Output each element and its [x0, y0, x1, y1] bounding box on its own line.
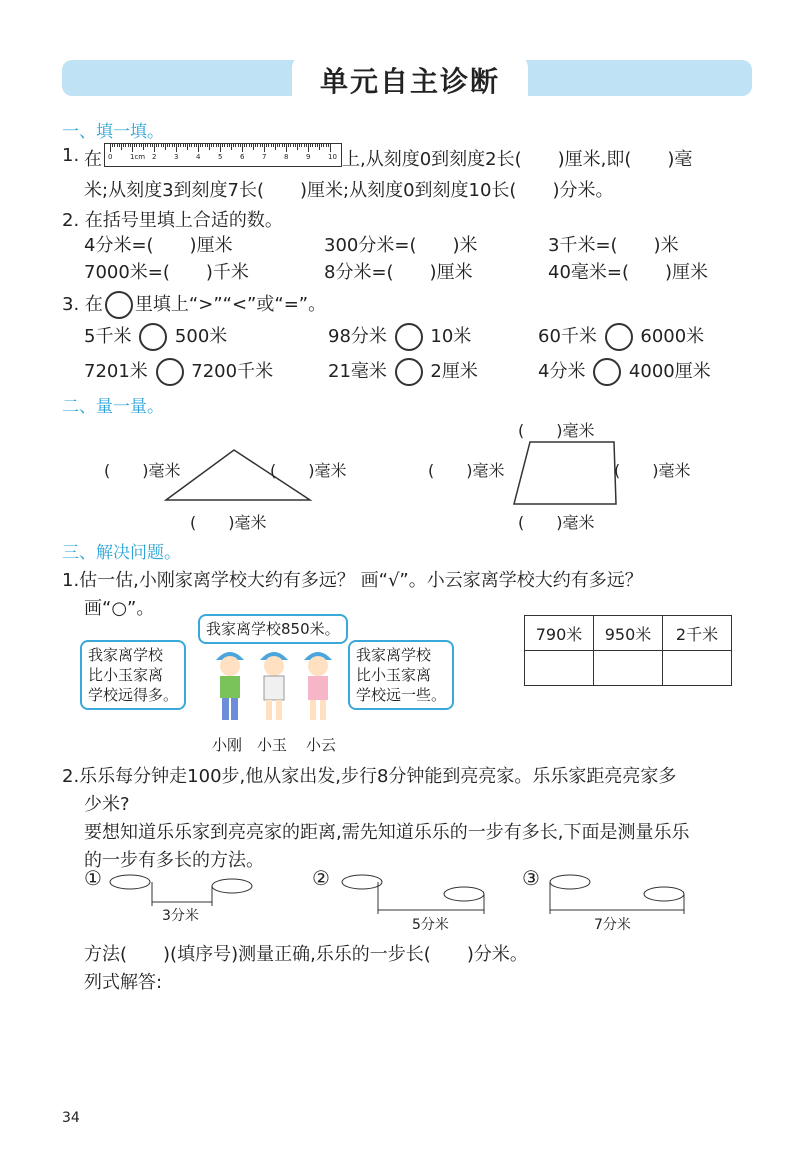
q2-item: 4分米=( )厘米: [84, 235, 233, 256]
ruler-tick: [293, 144, 294, 147]
q2-item: 3千米=( )米: [548, 235, 679, 256]
table-header: 950米: [594, 616, 663, 651]
ruler-tick: [260, 144, 261, 147]
trapezoid-left-blank: ( )毫米: [428, 461, 505, 480]
compare-item: 4分米 4000厘米: [538, 357, 711, 386]
ruler-tick: [330, 144, 331, 152]
method-2-mark: ②: [312, 866, 330, 890]
q3-suffix: 里填上“>”“<”或“=”。: [134, 294, 327, 315]
q1-number: 1.: [62, 145, 80, 166]
ruler-tick: [185, 144, 186, 147]
ruler-tick: [266, 144, 267, 147]
ruler-tick: [143, 144, 144, 150]
ruler-tick: [121, 144, 122, 150]
ruler-tick: [299, 144, 300, 147]
ruler-tick: [231, 144, 232, 150]
q2-item: 7000米=( )千米: [84, 262, 249, 283]
ruler-tick: [211, 144, 212, 147]
ruler-tick: [178, 144, 179, 147]
ruler-tick: [242, 144, 243, 152]
ruler-tick: [209, 144, 210, 150]
ruler-tick: [328, 144, 329, 147]
ruler-tick: [198, 144, 199, 152]
ruler-tick: [275, 144, 276, 150]
trapezoid-shape: [508, 438, 624, 508]
table-answer-cell[interactable]: [663, 651, 732, 686]
compare-circle[interactable]: [395, 358, 423, 386]
ruler-tick: [253, 144, 254, 150]
ruler-tick: [154, 144, 155, 152]
ruler-tick: [319, 144, 320, 150]
ruler-tick: [180, 144, 181, 147]
speech-bubble-left: 我家离学校 比小玉家离 学校远得多。: [80, 640, 186, 710]
page-number: 34: [62, 1110, 80, 1126]
ruler-tick: [161, 144, 162, 147]
ruler-tick: [277, 144, 278, 147]
s3q2-line2: 少米?: [84, 794, 130, 815]
table-answer-cell[interactable]: [594, 651, 663, 686]
ruler-tick: [323, 144, 324, 147]
ruler-tick: [141, 144, 142, 147]
ruler-tick: [264, 144, 265, 152]
ruler-tick: [279, 144, 280, 147]
ruler-tick: [229, 144, 230, 147]
ruler-tick: [297, 144, 298, 150]
ruler-label: 10: [328, 153, 337, 161]
compare-circle[interactable]: [605, 323, 633, 351]
ruler-tick: [145, 144, 146, 147]
ruler-label: 3: [174, 153, 179, 161]
ruler-tick: [163, 144, 164, 147]
ruler-tick: [117, 144, 118, 147]
ruler-tick: [321, 144, 322, 147]
ruler-tick: [183, 144, 184, 147]
distance-table: [524, 615, 732, 686]
ruler-tick: [125, 144, 126, 147]
ruler-tick: [139, 144, 140, 147]
compare-circle[interactable]: [593, 358, 621, 386]
method-3-mark: ③: [522, 866, 540, 890]
ruler-tick: [110, 144, 111, 152]
page-title: 单元自主诊断: [319, 65, 500, 98]
speech-bubble-center: 我家离学校850米。: [198, 614, 348, 644]
ruler-tick: [273, 144, 274, 147]
ruler-tick: [290, 144, 291, 147]
compare-circle[interactable]: [156, 358, 184, 386]
compare-item: 7201米 7200千米: [84, 357, 273, 386]
triangle-left-blank: ( )毫米: [104, 461, 181, 480]
ruler-tick: [152, 144, 153, 147]
s3q2-line3: 要想知道乐乐家到亮亮家的距离,需先知道乐乐的一步有多长,下面是测量乐乐: [84, 822, 690, 843]
method-1-mark: ①: [84, 866, 102, 890]
ruler-tick: [233, 144, 234, 147]
ruler-tick: [167, 144, 168, 147]
ruler-tick: [128, 144, 129, 147]
ruler-tick: [255, 144, 256, 147]
ruler-tick: [147, 144, 148, 147]
compare-item: 21毫米 2厘米: [328, 357, 478, 386]
ruler-tick: [158, 144, 159, 147]
ruler-tick: [286, 144, 287, 152]
q2-item: 40毫米=( )厘米: [548, 262, 709, 283]
q2-text: 2. 在括号里填上合适的数。: [62, 210, 283, 231]
ruler-tick: [257, 144, 258, 147]
ruler-tick: [304, 144, 305, 147]
ruler-tick: [136, 144, 137, 147]
name-xiaogang: 小刚: [212, 736, 243, 754]
ruler-tick: [282, 144, 283, 147]
ruler-tick: [172, 144, 173, 147]
ruler-tick: [271, 144, 272, 147]
table-header: 790米: [525, 616, 594, 651]
ruler-tick: [284, 144, 285, 147]
ruler-tick: [119, 144, 120, 147]
table-header: 2千米: [663, 616, 732, 651]
ruler-tick: [194, 144, 195, 147]
child-xiaogang: [216, 652, 244, 720]
ruler-tick: [306, 144, 307, 147]
ruler-tick: [174, 144, 175, 147]
q2-item: 8分米=( )厘米: [324, 262, 473, 283]
ruler-label: 2: [152, 153, 157, 161]
answer-line: 方法( )(填序号)测量正确,乐乐的一步长( )分米。: [84, 944, 528, 965]
ruler-tick: [312, 144, 313, 147]
ruler-label: 8: [284, 153, 289, 161]
ruler-label: 9: [306, 153, 311, 161]
ruler-tick: [196, 144, 197, 147]
triangle-right-blank: ( )毫米: [270, 461, 347, 480]
ruler-tick: [227, 144, 228, 147]
ruler-tick: [134, 144, 135, 147]
method-1-label: 3分米: [162, 908, 199, 924]
ruler-tick: [169, 144, 170, 147]
ruler-tick: [187, 144, 188, 150]
ruler-label: 6: [240, 153, 245, 161]
compare-circle[interactable]: [395, 323, 423, 351]
s3q2-line1: 2.乐乐每分钟走100步,他从家出发,步行8分钟能到亮亮家。乐乐家距亮亮家多: [62, 766, 677, 787]
ruler-tick: [156, 144, 157, 147]
ruler-tick: [191, 144, 192, 147]
ruler-tick: [176, 144, 177, 152]
name-xiaoyun: 小云: [306, 736, 337, 754]
ruler-tick: [200, 144, 201, 147]
q3-prefix: 3. 在: [62, 294, 103, 315]
method-3-footprints: [544, 872, 694, 918]
ruler-tick: [220, 144, 221, 152]
ruler-tick: [123, 144, 124, 147]
q1-prefix: 在: [84, 149, 102, 170]
ruler-tick: [308, 144, 309, 152]
ruler-label: 7: [262, 153, 267, 161]
ruler-tick: [150, 144, 151, 147]
ruler-tick: [240, 144, 241, 147]
section3-heading: 三、解决问题。: [62, 543, 181, 563]
ruler-tick: [205, 144, 206, 147]
ruler-tick: [235, 144, 236, 147]
ruler-image: [104, 143, 342, 167]
section1-heading: 一、填一填。: [62, 122, 164, 142]
ruler-tick: [132, 144, 133, 152]
method-2-label: 5分米: [412, 917, 449, 933]
ruler-label: 4: [196, 153, 201, 161]
ruler-tick: [189, 144, 190, 147]
ruler-tick: [262, 144, 263, 147]
ruler-tick: [244, 144, 245, 147]
trapezoid-top-blank: ( )毫米: [518, 421, 595, 440]
ruler-tick: [315, 144, 316, 147]
s3q1-line1: 1.估一估,小刚家离学校大约有多远？ 画“√”。小云家离学校大约有多远？: [62, 570, 643, 591]
ruler-label: 0: [108, 153, 113, 161]
ruler-tick: [238, 144, 239, 147]
ruler-tick: [268, 144, 269, 147]
s3q1-line2: 画“○”。: [84, 598, 155, 619]
method-3-label: 7分米: [594, 917, 631, 933]
ruler-tick: [112, 144, 113, 147]
ruler-tick: [310, 144, 311, 147]
trapezoid-bottom-blank: ( )毫米: [518, 513, 595, 532]
child-xiaoyun: [304, 652, 332, 720]
solve-label: 列式解答:: [84, 972, 163, 993]
speech-bubble-right: 我家离学校 比小玉家离 学校远一些。: [348, 640, 454, 710]
ruler-tick: [202, 144, 203, 147]
ruler-tick: [246, 144, 247, 147]
ruler-tick: [222, 144, 223, 147]
ruler-tick: [224, 144, 225, 147]
q1-text-line1: 上,从刻度0到刻度2长( )厘米,即( )毫: [342, 149, 693, 170]
ruler-tick: [249, 144, 250, 147]
q2-item: 300分米=( )米: [324, 235, 478, 256]
circle-blank: [105, 291, 133, 319]
children-illustration: [206, 644, 346, 730]
ruler-tick: [218, 144, 219, 147]
ruler-tick: [317, 144, 318, 147]
q3-text: [62, 290, 326, 319]
ruler-tick: [207, 144, 208, 147]
ruler-tick: [165, 144, 166, 150]
section2-heading: 二、量一量。: [62, 397, 164, 417]
compare-item: 5千米 500米: [84, 322, 227, 351]
ruler-tick: [213, 144, 214, 147]
ruler-tick: [114, 144, 115, 147]
triangle-bottom-blank: ( )毫米: [190, 513, 267, 532]
ruler-label: 1cm: [130, 153, 146, 161]
ruler-label: 5: [218, 153, 223, 161]
trapezoid-right-blank: ( )毫米: [614, 461, 691, 480]
ruler-tick: [301, 144, 302, 147]
child-xiaoyu: [260, 652, 288, 720]
method-2-footprints: [334, 872, 494, 918]
name-xiaoyu: 小玉: [257, 736, 288, 754]
compare-circle[interactable]: [139, 323, 167, 351]
ruler-tick: [326, 144, 327, 147]
ruler-tick: [288, 144, 289, 147]
table-answer-cell[interactable]: [525, 651, 594, 686]
s3q2-line4: 的一步有多长的方法。: [84, 850, 264, 871]
compare-item: 60千米 6000米: [538, 322, 704, 351]
ruler-tick: [295, 144, 296, 147]
compare-item: 98分米 10米: [328, 322, 471, 351]
ruler-tick: [216, 144, 217, 147]
ruler-tick: [251, 144, 252, 147]
ruler-tick: [130, 144, 131, 147]
q1-text-line2: 米;从刻度3到刻度7长( )厘米;从刻度0到刻度10长( )分米。: [84, 180, 614, 201]
